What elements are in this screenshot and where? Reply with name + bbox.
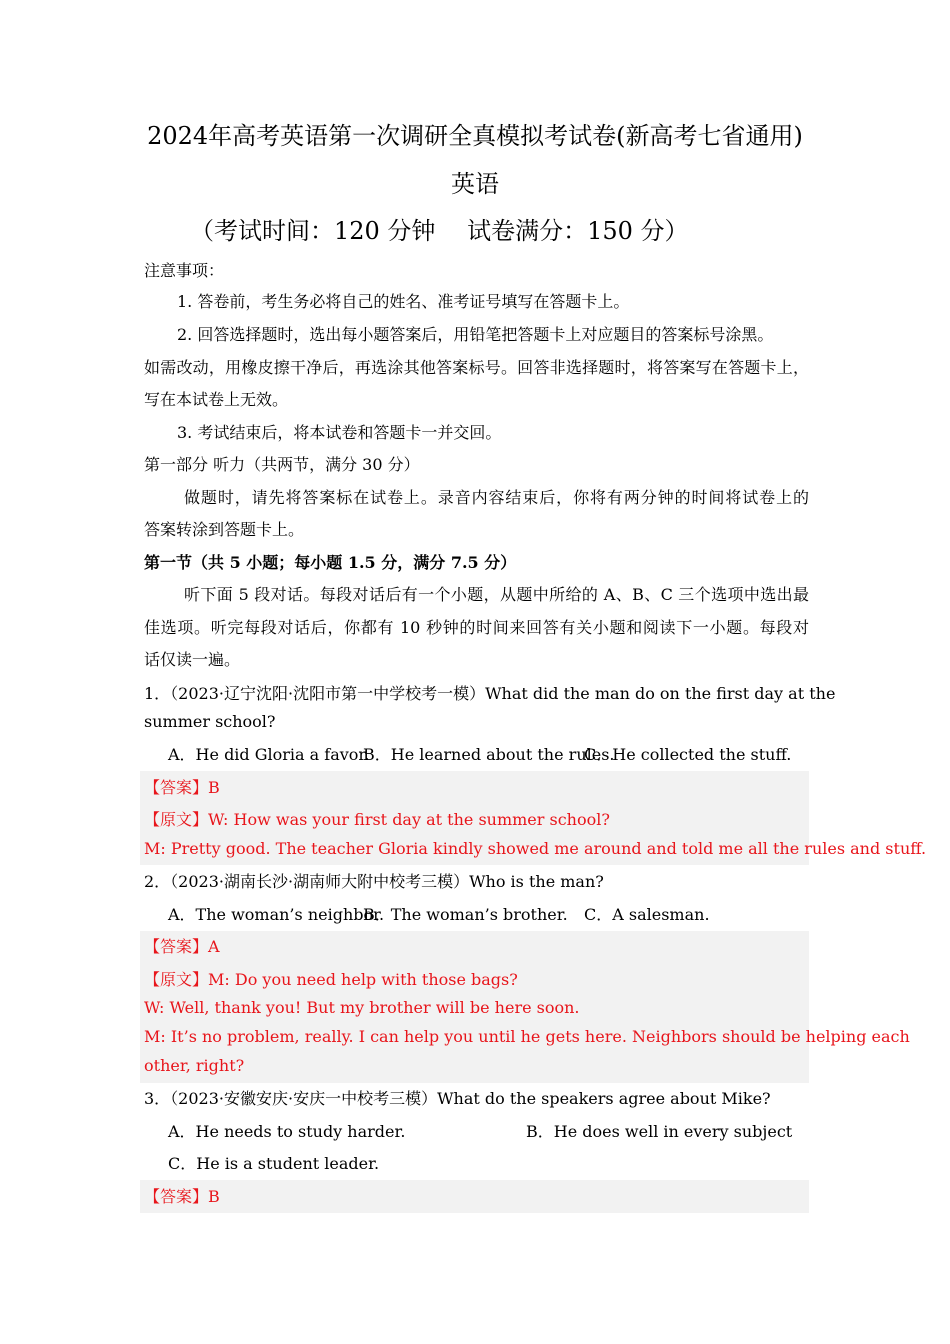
note-item-2-line-1: 2. 回答选择题时，选出每小题答案后，用铅笔把答题卡上对应题目的答案标号涂黑。 [177, 325, 774, 344]
part1-heading: 第一部分 听力（共两节，满分 30 分） [144, 455, 420, 474]
question-1-option-b: B．He learned about the rules. [363, 745, 615, 764]
question-1-stem-line-1: 1．（2023·辽宁沈阳·沈阳市第一中学校考一模）What did the man do on the first day at the [144, 684, 836, 703]
note-item-1: 1. 答卷前，考生务必将自己的姓名、准考证号填写在答题卡上。 [177, 292, 630, 311]
question-1-transcript-line-1: 【原文】W: How was your first day at the summer school? [144, 810, 610, 829]
part1-intro-line-2: 答案转涂到答题卡上。 [144, 520, 305, 539]
question-1-stem-line-2: summer school? [144, 712, 276, 731]
section1-intro-line-1: 听下面 5 段对话。每段对话后有一个小题，从题中所给的 A、B、C 三个选项中选出最 [184, 585, 809, 604]
section1-intro-line-2: 佳选项。听完每段对话后，你都有 10 秒钟的时间来回答有关小题和阅读下一小题。每段对 [144, 618, 809, 637]
question-1-transcript-line-2: M: Pretty good. The teacher Gloria kindly showed me around and told me all the rules and stuff. [144, 839, 927, 858]
question-2-transcript-line-1: 【原文】M: Do you need help with those bags? [144, 970, 518, 989]
exam-title: 2024年高考英语第一次调研全真模拟考试卷(新高考七省通用) [147, 122, 803, 150]
question-1-option-c: C．He collected the stuff. [584, 745, 792, 764]
section1-heading: 第一节（共 5 小题；每小题 1.5 分，满分 7.5 分） [144, 553, 517, 572]
question-3-stem: 3．（2023·安徽安庆·安庆一中校考三模）What do the speakers agree about Mike? [144, 1089, 771, 1108]
note-item-2-line-2: 如需改动，用橡皮擦干净后，再选涂其他答案标号。回答非选择题时，将答案写在答题卡上， [144, 358, 809, 377]
question-1-option-a: A．He did Gloria a favor. [168, 745, 370, 764]
exam-time-info: （考试时间：120 分钟 试卷满分：150 分） [190, 217, 689, 245]
question-2-transcript-line-4: other, right? [144, 1056, 245, 1075]
notes-heading: 注意事项： [144, 261, 225, 280]
subject-title: 英语 [451, 170, 499, 198]
note-item-3: 3. 考试结束后，将本试卷和答题卡一并交回。 [177, 423, 502, 442]
question-2-option-a: A．The woman’s neighbor. [168, 905, 385, 924]
part1-intro-line-1: 做题时，请先将答案标在试卷上。录音内容结束后，你将有两分钟的时间将试卷上的 [184, 488, 809, 507]
question-2-transcript-line-2: W: Well, thank you! But my brother will be here soon. [144, 998, 580, 1017]
question-1-answer: 【答案】B [144, 778, 220, 797]
question-3-answer: 【答案】B [144, 1187, 220, 1206]
question-3-option-a: A．He needs to study harder. [168, 1122, 406, 1141]
question-2-option-b: B．The woman’s brother. [363, 905, 568, 924]
note-item-2-line-3: 写在本试卷上无效。 [144, 390, 289, 409]
question-2-transcript-line-3: M: It’s no problem, really. I can help you until he gets here. Neighbors should be helping each [144, 1027, 910, 1046]
question-3-option-c: C．He is a student leader. [168, 1154, 380, 1173]
section1-intro-line-3: 话仅读一遍。 [144, 650, 241, 669]
question-3-option-b: B．He does well in every subject [526, 1122, 793, 1141]
question-2-option-c: C．A salesman. [584, 905, 710, 924]
question-2-stem: 2．（2023·湖南长沙·湖南师大附中校考三模）Who is the man? [144, 872, 604, 891]
question-2-answer: 【答案】A [144, 937, 220, 956]
